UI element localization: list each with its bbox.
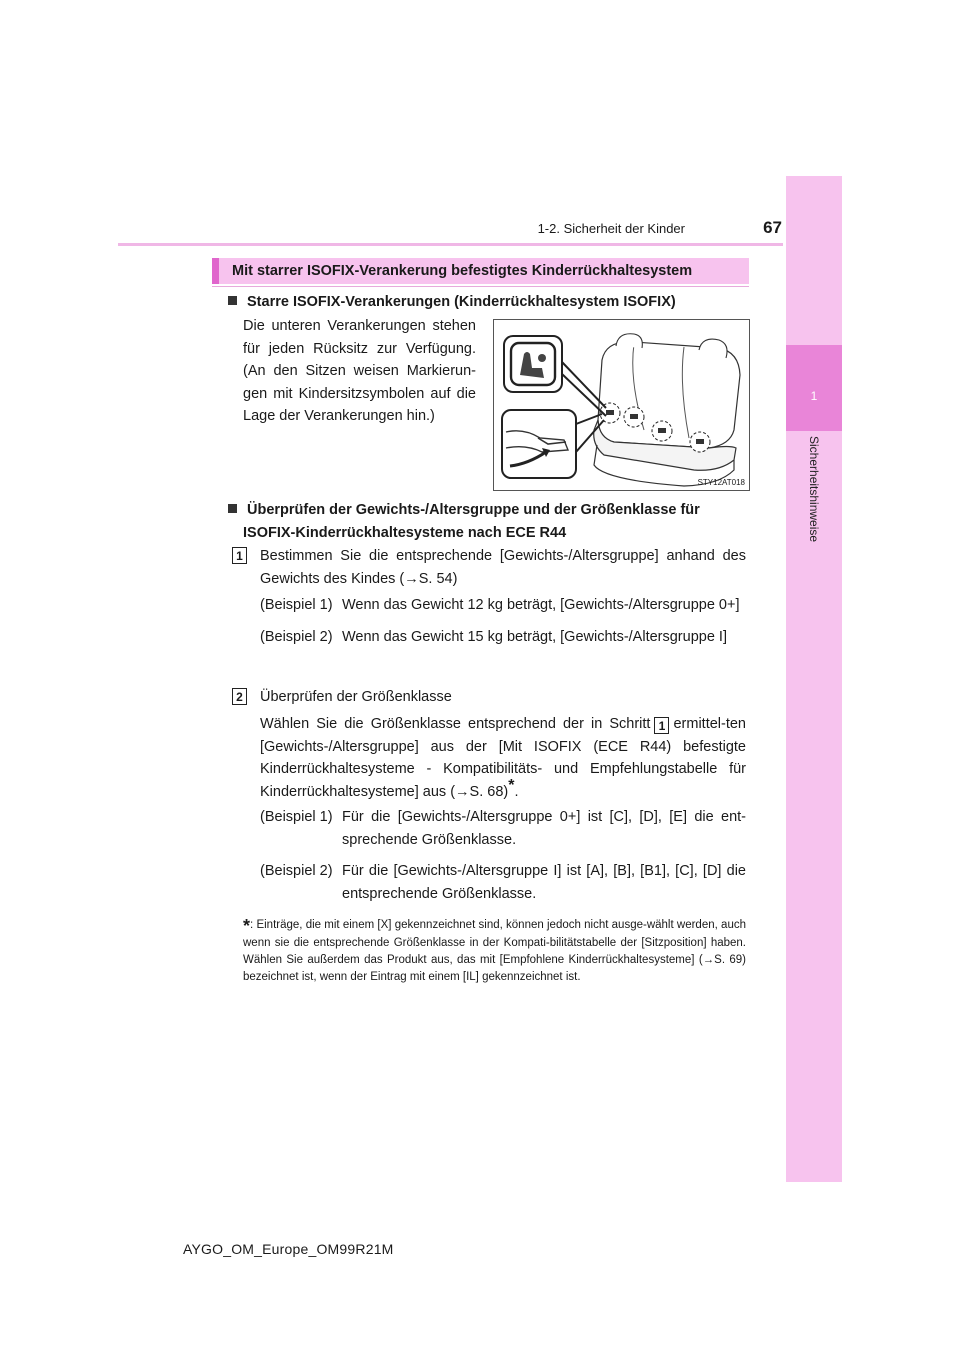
inline-step-marker: 1 bbox=[654, 717, 669, 734]
bullet-square-icon bbox=[228, 504, 237, 513]
footnote-star: * bbox=[508, 776, 515, 794]
bullet-heading-isofix bbox=[228, 291, 748, 314]
example-row bbox=[260, 806, 746, 851]
example-label: (Beispiel 1) bbox=[260, 809, 333, 825]
example-text: Für die [Gewichts-/Altersgruppe 0+] ist [C], [D], [E] die ent-sprechende Größenklasse. bbox=[342, 809, 746, 848]
step-2-text-end: . bbox=[514, 783, 519, 800]
example-row bbox=[260, 594, 746, 617]
step-2-title: Überprüfen der Größenklasse bbox=[260, 689, 452, 705]
example-row bbox=[260, 626, 746, 649]
figure-code: STY12AT018 bbox=[697, 478, 745, 487]
section-rule bbox=[212, 286, 749, 287]
example-text: Für die [Gewichts-/Altersgruppe I] ist [A], [B], [B1], [C], [D] die entsprechende Größenklasse. bbox=[342, 863, 746, 902]
side-tab-strip bbox=[786, 176, 842, 1182]
step-2-text-before: Wählen Sie die Größenklasse entsprechend der in Schritt bbox=[260, 716, 651, 732]
bullet-heading-check bbox=[228, 499, 748, 545]
chapter-title: 1-2. Sicherheit der Kinder bbox=[537, 221, 685, 236]
step-2-examples bbox=[260, 806, 746, 905]
side-tab-number: 1 bbox=[810, 389, 818, 403]
side-tab-label[interactable]: Sicherheitshinweise bbox=[807, 436, 821, 543]
step-1-examples bbox=[260, 594, 746, 648]
bullet-square-icon bbox=[228, 296, 237, 305]
intro-paragraph: Die unteren Verankerungen stehen für jeden Rücksitz zur Verfügung. (An den Sitzen weisen Markierun-gen mit Kindersitzsymbolen auf die Lage der Verankerungen hin.) bbox=[243, 318, 476, 424]
step-1-marker: 1 bbox=[232, 547, 247, 564]
header-rule bbox=[118, 243, 783, 246]
isofix-seat-figure bbox=[493, 319, 750, 491]
example-text: Wenn das Gewicht 12 kg beträgt, [Gewichts-/Altersgruppe 0+] bbox=[342, 597, 740, 613]
page-number: 67 bbox=[763, 218, 782, 237]
step-2-paragraph bbox=[260, 713, 746, 803]
example-text: Wenn das Gewicht 15 kg beträgt, [Gewichts-/Altersgruppe I] bbox=[342, 628, 727, 645]
document-footer: AYGO_OM_Europe_OM99R21M bbox=[183, 1241, 394, 1257]
section-title: Mit starrer ISOFIX-Verankerung befestigtes Kinderrückhaltesystem bbox=[212, 258, 749, 284]
footnote bbox=[243, 917, 746, 986]
seat-illustration bbox=[494, 320, 751, 492]
example-label: (Beispiel 2) bbox=[260, 863, 333, 879]
step-2-marker: 2 bbox=[232, 688, 247, 705]
step-1-text: Bestimmen Sie die entsprechende [Gewichts-/Altersgruppe] anhand des Gewichts des Kindes (→S. 54) bbox=[260, 548, 746, 587]
footnote-marker: * bbox=[243, 916, 251, 936]
example-row bbox=[260, 860, 746, 905]
side-tab-active[interactable] bbox=[786, 345, 842, 431]
example-label: (Beispiel 1) bbox=[260, 597, 333, 613]
example-label: (Beispiel 2) bbox=[260, 628, 333, 645]
step-2-text-after: ermittel-ten [Gewichts-/Altersgruppe] aus der [Mit ISOFIX (ECE R44) befestigte Kinderrückhaltesysteme - Kompatibilitäts- und Empfehlungstabelle für Kinderrückhaltesysteme] aus (→S. 68) bbox=[260, 716, 746, 800]
bullet-heading-line2: ISOFIX-Kinderrückhaltesysteme nach ECE R44 bbox=[243, 525, 567, 541]
bullet-heading-line1: Überprüfen der Gewichts-/Altersgruppe und der Größenklasse für bbox=[247, 502, 700, 518]
footnote-text: : Einträge, die mit einem [X] gekennzeichnet sind, können jedoch nicht ausge-wählt werden, auch wenn sie die entsprechende Größenklasse in der Kompati-bilitätstabelle der [Sitzposition] haben. Wählen Sie außerdem das Produkt aus, das mit [Empfohlene Kinderrückhaltesysteme] (→S. 69) bezeichnet ist, wenn der Eintrag mit einem [IL] gekennzeichnet ist. bbox=[243, 919, 746, 983]
bullet-heading-text: Starre ISOFIX-Verankerungen (Kinderrückhaltesystem ISOFIX) bbox=[247, 294, 676, 310]
